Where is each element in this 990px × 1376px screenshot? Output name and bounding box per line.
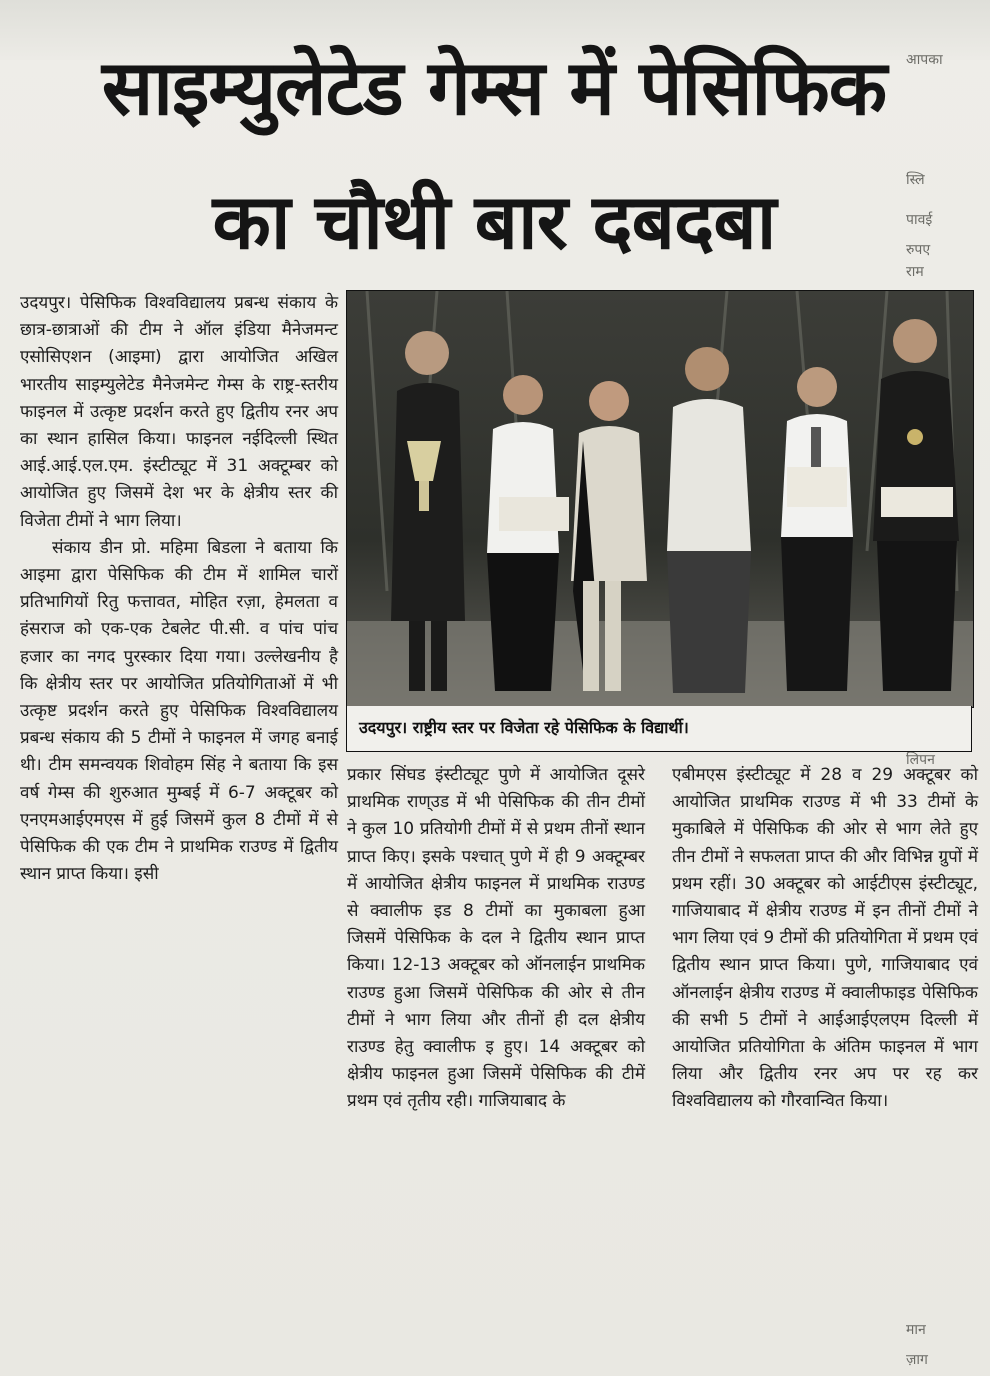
headline-line-1: साइम्युलेटेड गेम्स में पेसिफिक: [101, 43, 887, 132]
photo-caption: उदयपुर। राष्ट्रीय स्तर पर विजेता रहे पेसिफिक के विद्यार्थी।: [346, 706, 972, 752]
bleed-text: ज़ाग: [906, 1352, 928, 1368]
headline: [14, 43, 974, 276]
group-photo-illustration: [347, 291, 973, 707]
article-paragraph: उदयपुर। पेसिफिक विश्वविद्यालय प्रबन्ध संकाय के छात्र-छात्राओं की टीम ने ऑल इंडिया मैनेजमन्ट एसोसिएशन (आइमा) द्वारा आयोजित अखिल भारतीय साइम्युलेटेड मैनेजमेन्ट गेम्स के राष्ट्र-स्तरीय फाइनल में उत्कृष्ट प्रदर्शन करते हुए द्वितीय रनर अप का स्थान हासिल किया। फाइनल नईदिल्ली स्थित आई.आई.एल.एम. इंस्टीट्यूट में 31 अक्टूम्बर को आयोजित हुए जिसमें देश भर के क्षेत्रीय स्तर की विजेता टीमों ने भाग लिया।: [20, 293, 338, 531]
bleed-text: रुपए: [906, 242, 931, 258]
article-paragraph: संकाय डीन प्रो. महिमा बिडला ने बताया कि आइमा द्वारा पेसिफिक की टीम में शामिल चारों प्रतिभागियों रितु फत्तावत, मोहित रज़ा, हेमलता व हंसराज को एक-एक टेबलेट पी.सी. व पांच पांच हजार का नगद पुरस्कार दिया गया। उल्लेखनीय है कि क्षेत्रीय स्तर पर आयोजित प्रतियोगिताओं में भी उत्कृष्ट प्रदर्शन करते हुए पेसिफिक विश्वविद्यालय प्रबन्ध संकाय की 5 टीमों ने फाइनल में जगह बनाई थी। टीम समन्वयक शिवोहम सिंह ने बताया कि इस वर्ष गेम्स की शुरुआत मुम्बई में 6-7 अक्टूबर को एनएमआईएमएस में हुई जिसमें कुल 8 टीमों में से पेसिफिक की एक टीम ने प्राथमिक राउण्ड में द्वितीय स्थान प्राप्त किया। इसी: [20, 537, 338, 885]
headline-line-2: का चौथी बार दबदबा: [212, 177, 776, 266]
article-paragraph: एबीमएस इंस्टीट्यूट में 28 व 29 अक्टूबर को आयोजित प्राथमिक राउण्ड में भी 33 टीमों के मुकाबिले में पेसिफिक की ओर से भाग लेते हुए तीन टीमों ने सफलता प्राप्त की और विभिन्न ग्रुपों में प्रथम रहीं। 30 अक्टूबर को आईटीएस इंस्टीट्यूट, गाजियाबाद में क्षेत्रीय राउण्ड में इन तीनों टीमों ने भाग लिया एवं 9 टीमों की प्रतियोगिता में प्रथम एवं द्वितीय स्थान प्राप्त किया। पुणे, गाजियाबाद एवं ऑनलाईन क्षेत्रीय राउण्ड में क्वालीफाइड पेसिफिक की सभी 5 टीमों ने आईआईएलएम दिल्ली में आयोजित प्रतियोगिता के अंतिम फाइनल में भाग लिया और द्वितीय रनर अप पर रह कर विश्वविद्यालय को गौरवान्वित किया।: [672, 765, 978, 1112]
article-paragraph: प्रकार सिंघड इंस्टीट्यूट पुणे में आयोजित दूसरे प्राथमिक राण्उड में भी पेसिफिक की तीन टीमों ने कुल 10 प्रतियोगी टीमों में से प्रथम तीनों स्थान प्राप्त किए। इसके पश्चात् पुणे में ही 9 अक्टूम्बर में आयोजित क्षेत्रीय फाइनल में प्राथमिक राउण्ड से क्वालीफ इड 8 टीमों का मुकाबला हुआ जिसमें पेसिफिक के दल ने द्वितीय स्थान प्राप्त किया। 12-13 अक्टूबर को ऑनलाईन प्राथमिक राउण्ड हुआ जिसमें पेसिफिक की ओर से तीन टीमों ने भाग लिया और तीनों ही दल क्षेत्रीय राउण्ड हेतु क्वालीफ इ हुए। 14 अक्टूबर को क्षेत्रीय फाइनल हुआ जिसमें पेसिफिक की टीमें प्रथम एवं तृतीय रही। गाजियाबाद के: [347, 765, 645, 1112]
bleed-text: मान: [906, 1322, 926, 1338]
bleed-text: लिपन: [906, 752, 935, 768]
bleed-text: आपका: [906, 52, 943, 68]
bleed-text: पावई: [906, 212, 933, 228]
bleed-text: राम: [906, 264, 924, 280]
news-photo: [346, 290, 974, 708]
bleed-text: स्लि: [906, 172, 925, 188]
article-column-3: [672, 762, 978, 1116]
article-column-1: [20, 290, 338, 888]
article-column-2: [347, 762, 645, 1116]
